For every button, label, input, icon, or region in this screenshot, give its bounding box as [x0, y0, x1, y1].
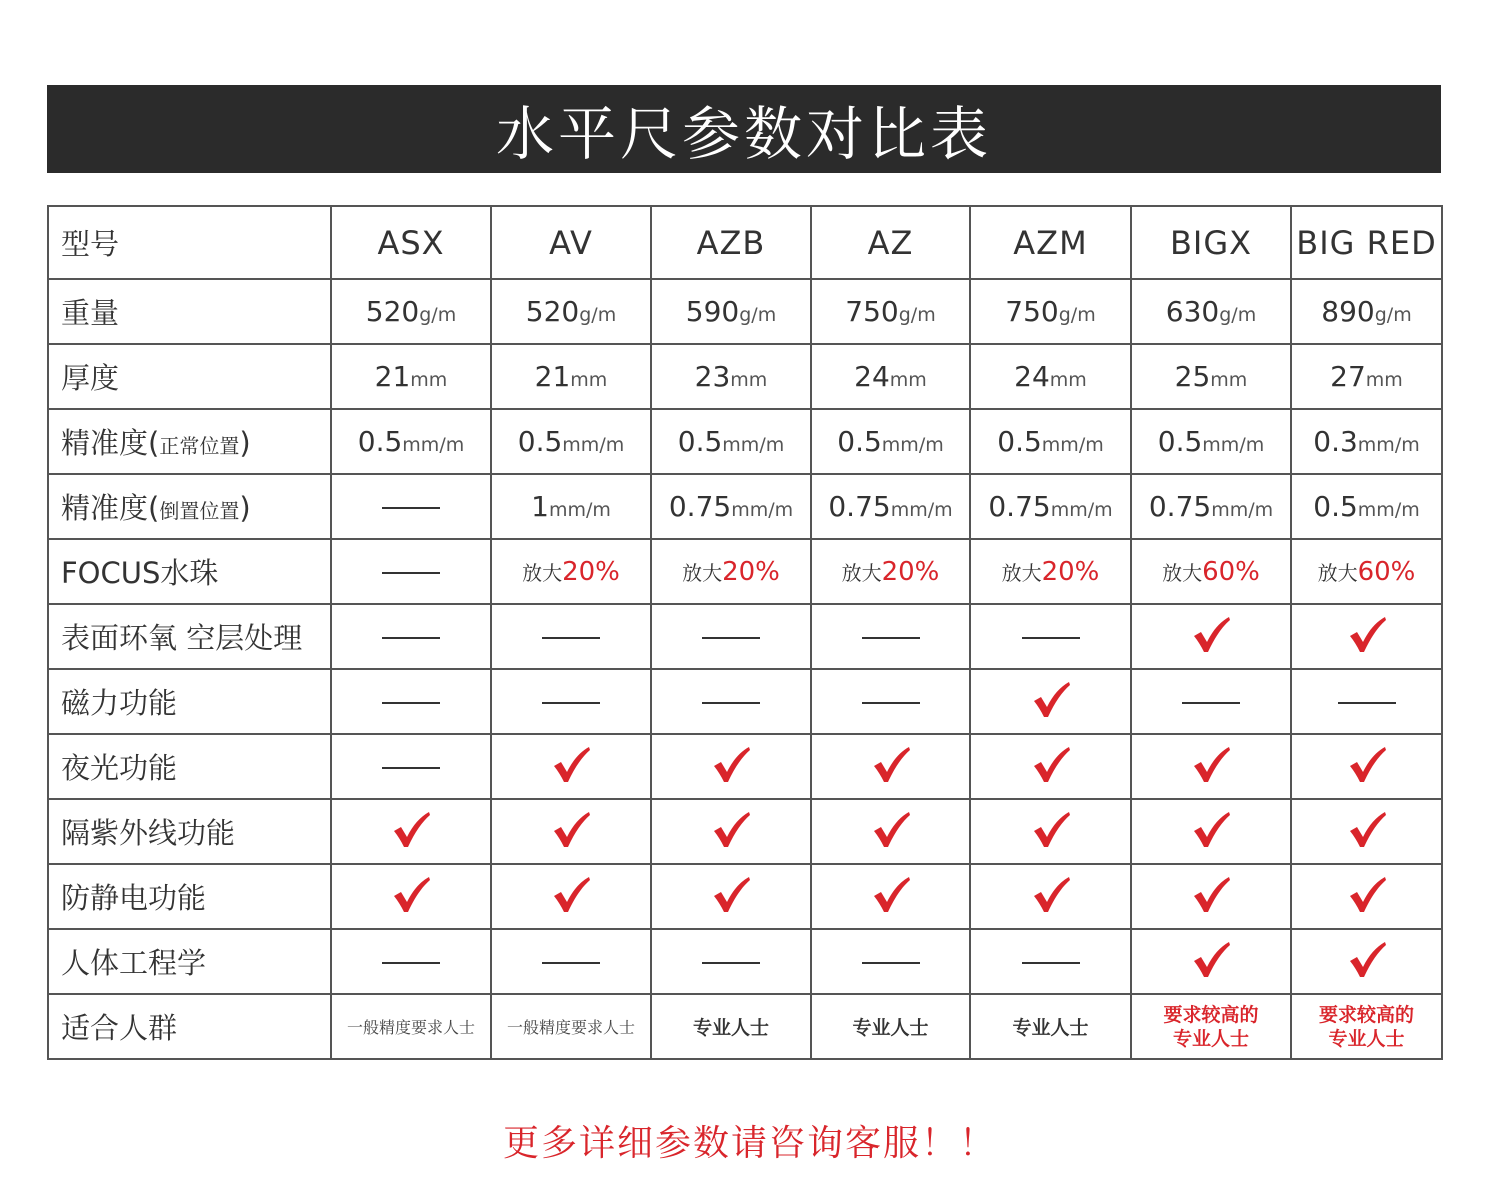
unit: mm/m — [890, 499, 953, 521]
red-checkmark-icon — [871, 876, 911, 918]
dash-line — [1182, 702, 1240, 704]
unit: g/m — [1374, 304, 1412, 326]
value: 21 — [374, 360, 411, 393]
table-cell — [651, 799, 811, 864]
unit: mm — [1049, 369, 1087, 391]
row-label-text: 重量 — [61, 296, 120, 330]
unit: mm/m — [1041, 434, 1104, 456]
row-label — [48, 206, 331, 279]
unit: g/m — [1058, 304, 1096, 326]
magnify-value: 20% — [722, 556, 780, 587]
table-cell — [331, 864, 491, 929]
unit: g/m — [739, 304, 777, 326]
table-cell — [811, 539, 970, 604]
dash-line — [1338, 702, 1396, 704]
row-label-text: FOCUS水珠 — [61, 556, 219, 590]
table-cell — [1131, 929, 1291, 994]
table-cell — [811, 669, 970, 734]
table-cell — [1291, 474, 1442, 539]
dash-line — [862, 637, 920, 639]
table-cell — [651, 539, 811, 604]
value: 0.75 — [668, 490, 732, 523]
row-label-text: 表面环氧 空层处理 — [61, 621, 303, 655]
table-cell — [491, 864, 651, 929]
unit: mm — [730, 369, 768, 391]
dash-line — [382, 767, 440, 769]
value: 750 — [1005, 295, 1059, 328]
red-checkmark-icon — [1347, 811, 1387, 853]
value: 0.5 — [1157, 425, 1203, 458]
table-cell — [651, 734, 811, 799]
table-cell — [331, 734, 491, 799]
model-name: BIG RED — [1291, 206, 1442, 279]
audience-line: 专业人士 — [1172, 1027, 1249, 1050]
table-cell — [1131, 994, 1291, 1059]
audience-text — [1132, 1003, 1290, 1051]
row-label — [48, 344, 331, 409]
table-cell — [651, 344, 811, 409]
table-cell — [1131, 734, 1291, 799]
value: 0.75 — [1148, 490, 1212, 523]
unit: mm/m — [402, 434, 465, 456]
row-label — [48, 474, 331, 539]
table-row — [48, 409, 1442, 474]
table-cell — [1131, 409, 1291, 474]
row-label — [48, 994, 331, 1059]
audience-text — [1292, 1003, 1441, 1051]
table-cell — [651, 474, 811, 539]
value: 0.5 — [677, 425, 723, 458]
row-label-text: 人体工程学 — [61, 946, 207, 980]
row-label-text: 精准度( — [61, 426, 160, 460]
table-cell — [491, 994, 651, 1059]
row-label-text: 夜光功能 — [61, 751, 178, 785]
unit: mm/m — [881, 434, 944, 456]
table-cell — [970, 344, 1131, 409]
table-cell — [1291, 929, 1442, 994]
unit: mm/m — [1202, 434, 1265, 456]
unit: mm — [889, 369, 927, 391]
table-cell — [1291, 539, 1442, 604]
value: 0.5 — [837, 425, 882, 458]
value: 630 — [1165, 295, 1220, 328]
table-cell — [331, 669, 491, 734]
table-cell — [651, 279, 811, 344]
row-label-sub: 正常位置 — [159, 434, 240, 458]
red-checkmark-icon — [1347, 616, 1387, 658]
red-checkmark-icon — [1031, 876, 1071, 918]
unit: mm/m — [548, 499, 611, 521]
dash-line — [702, 962, 760, 964]
table-cell — [970, 604, 1131, 669]
table-cell — [491, 474, 651, 539]
table-cell — [1131, 474, 1291, 539]
value: 0.75 — [988, 490, 1051, 523]
table-row — [48, 604, 1442, 669]
table-cell — [811, 279, 970, 344]
unit: mm/m — [1357, 434, 1420, 456]
magnify-value: 60% — [1357, 556, 1416, 587]
table-cell — [811, 734, 970, 799]
row-label-close: ) — [239, 426, 251, 460]
table-cell — [970, 409, 1131, 474]
unit: mm/m — [1357, 499, 1420, 521]
magnify-prefix: 放大 — [841, 560, 882, 585]
value: 520 — [525, 295, 580, 328]
magnify-value: 20% — [1041, 556, 1100, 587]
red-checkmark-icon — [1031, 746, 1071, 788]
unit: mm — [570, 369, 608, 391]
red-checkmark-icon — [1347, 876, 1387, 918]
table-cell — [331, 279, 491, 344]
table-cell — [651, 409, 811, 474]
red-checkmark-icon — [1347, 941, 1387, 983]
red-checkmark-icon — [1191, 811, 1231, 853]
table-cell — [331, 929, 491, 994]
value: 0.75 — [828, 490, 891, 523]
table-row — [48, 344, 1442, 409]
table-cell — [651, 604, 811, 669]
value: 21 — [534, 360, 571, 393]
red-checkmark-icon — [551, 746, 591, 788]
value: 890 — [1321, 295, 1375, 328]
table-row — [48, 929, 1442, 994]
red-checkmark-icon — [391, 811, 431, 853]
table-row — [48, 994, 1442, 1059]
table-cell — [331, 604, 491, 669]
red-checkmark-icon — [391, 876, 431, 918]
row-label-text: 防静电功能 — [61, 881, 207, 915]
table-cell — [1291, 409, 1442, 474]
unit: g/m — [419, 304, 457, 326]
row-label-text: 磁力功能 — [61, 686, 178, 720]
unit: mm/m — [562, 434, 625, 456]
model-name: ASX — [331, 206, 491, 279]
row-label-text: 厚度 — [61, 361, 120, 395]
table-cell — [811, 929, 970, 994]
red-checkmark-icon — [551, 811, 591, 853]
table-cell — [811, 344, 970, 409]
dash-line — [382, 637, 440, 639]
red-checkmark-icon — [1031, 681, 1071, 723]
magnify-value: 60% — [1202, 556, 1260, 587]
row-label-text: 隔紫外线功能 — [61, 816, 236, 850]
table-cell — [811, 604, 970, 669]
audience-line: 要求较高的 — [1163, 1003, 1259, 1026]
row-label-close: ) — [239, 491, 251, 525]
magnify-prefix: 放大 — [682, 560, 723, 585]
value: 750 — [845, 295, 899, 328]
table-cell — [1131, 864, 1291, 929]
table-cell — [1291, 279, 1442, 344]
table-cell — [970, 279, 1131, 344]
comparison-table — [47, 205, 1443, 1060]
unit: g/m — [1219, 304, 1257, 326]
audience-line: 要求较高的 — [1318, 1003, 1414, 1026]
dash-line — [382, 572, 440, 574]
audience-line: 专业人士 — [1328, 1027, 1405, 1050]
table-cell — [1131, 604, 1291, 669]
row-label — [48, 604, 331, 669]
table-cell — [491, 344, 651, 409]
red-checkmark-icon — [1191, 746, 1231, 788]
page-title: 水平尺参数对比表 — [495, 100, 992, 168]
table-cell — [970, 929, 1131, 994]
table-cell — [811, 864, 970, 929]
dash-line — [702, 702, 760, 704]
unit: mm/m — [722, 434, 785, 456]
value: 23 — [694, 360, 731, 393]
table-cell — [331, 409, 491, 474]
dash-line — [1022, 962, 1080, 964]
table-cell — [491, 409, 651, 474]
footer-note: 更多详细参数请咨询客服！！ — [502, 1123, 997, 1164]
table-cell — [331, 474, 491, 539]
row-label — [48, 799, 331, 864]
table-cell — [1131, 539, 1291, 604]
dash-line — [702, 637, 760, 639]
row-label-text: 型号 — [61, 227, 120, 261]
table-cell — [970, 799, 1131, 864]
audience-text: 一般精度要求人士 — [506, 1018, 635, 1037]
table-cell — [811, 409, 970, 474]
magnify-prefix: 放大 — [1001, 560, 1042, 585]
magnify-prefix: 放大 — [1317, 560, 1358, 585]
table-cell — [970, 539, 1131, 604]
unit: mm — [1365, 369, 1403, 391]
value: 0.5 — [357, 425, 403, 458]
table-cell — [1291, 344, 1442, 409]
unit: mm — [410, 369, 448, 391]
table-cell — [331, 344, 491, 409]
table-cell — [1291, 734, 1442, 799]
table-cell — [970, 994, 1131, 1059]
red-checkmark-icon — [871, 811, 911, 853]
table-row — [48, 734, 1442, 799]
row-label — [48, 734, 331, 799]
table-row — [48, 669, 1442, 734]
table-cell — [651, 929, 811, 994]
model-name: BIGX — [1131, 206, 1291, 279]
audience-text: 专业人士 — [852, 1017, 929, 1039]
row-label — [48, 864, 331, 929]
table-cell — [970, 734, 1131, 799]
model-name: AV — [491, 206, 651, 279]
row-label-text: 适合人群 — [61, 1011, 178, 1045]
audience-text: 专业人士 — [1012, 1017, 1089, 1039]
model-name: AZB — [651, 206, 811, 279]
red-checkmark-icon — [1191, 876, 1231, 918]
dash-line — [542, 637, 600, 639]
table-cell — [1291, 604, 1442, 669]
red-checkmark-icon — [1191, 941, 1231, 983]
table-cell — [491, 734, 651, 799]
table-cell — [491, 539, 651, 604]
table-cell — [970, 669, 1131, 734]
value: 25 — [1174, 360, 1211, 393]
table-row — [48, 799, 1442, 864]
table-cell — [1291, 799, 1442, 864]
unit: g/m — [579, 304, 617, 326]
title-banner — [47, 85, 1441, 173]
table-cell — [970, 864, 1131, 929]
table-cell — [1291, 994, 1442, 1059]
dash-line — [1022, 637, 1080, 639]
table-cell — [1131, 344, 1291, 409]
table-cell — [1131, 799, 1291, 864]
dash-line — [382, 962, 440, 964]
value: 1 — [531, 490, 549, 523]
table-row — [48, 539, 1442, 604]
table-cell — [491, 604, 651, 669]
table-cell — [970, 474, 1131, 539]
table-cell — [1131, 279, 1291, 344]
row-label — [48, 409, 331, 474]
value: 0.5 — [997, 425, 1042, 458]
row-label-sub: 倒置位置 — [159, 499, 240, 523]
table-cell — [811, 474, 970, 539]
red-checkmark-icon — [871, 746, 911, 788]
table-cell — [811, 799, 970, 864]
red-checkmark-icon — [711, 876, 751, 918]
audience-text: 一般精度要求人士 — [346, 1018, 475, 1037]
table-cell — [491, 279, 651, 344]
value: 520 — [365, 295, 420, 328]
model-name: AZ — [811, 206, 970, 279]
magnify-prefix: 放大 — [522, 560, 563, 585]
table-cell — [651, 669, 811, 734]
unit: mm/m — [1050, 499, 1113, 521]
row-label — [48, 279, 331, 344]
value: 590 — [685, 295, 740, 328]
table-cell — [651, 994, 811, 1059]
table-cell — [811, 994, 970, 1059]
value: 0.3 — [1313, 425, 1358, 458]
magnify-prefix: 放大 — [1162, 560, 1203, 585]
red-checkmark-icon — [711, 746, 751, 788]
dash-line — [382, 702, 440, 704]
unit: mm — [1210, 369, 1248, 391]
table-cell — [1131, 669, 1291, 734]
table-cell — [491, 929, 651, 994]
red-checkmark-icon — [1347, 746, 1387, 788]
table-cell — [1291, 864, 1442, 929]
table-row — [48, 279, 1442, 344]
value: 24 — [854, 360, 890, 393]
row-label — [48, 539, 331, 604]
dash-line — [862, 702, 920, 704]
unit: g/m — [898, 304, 936, 326]
dash-line — [542, 702, 600, 704]
red-checkmark-icon — [551, 876, 591, 918]
table-cell — [491, 669, 651, 734]
red-checkmark-icon — [711, 811, 751, 853]
value: 0.5 — [1313, 490, 1358, 523]
table-cell — [331, 994, 491, 1059]
row-label-text: 精准度( — [61, 491, 160, 525]
value: 0.5 — [517, 425, 563, 458]
table-cell — [331, 799, 491, 864]
value: 27 — [1330, 360, 1366, 393]
table-row — [48, 474, 1442, 539]
unit: mm/m — [731, 499, 794, 521]
row-label — [48, 669, 331, 734]
table-cell — [491, 799, 651, 864]
red-checkmark-icon — [1191, 616, 1231, 658]
dash-line — [382, 507, 440, 509]
table-row — [48, 864, 1442, 929]
row-label — [48, 929, 331, 994]
magnify-value: 20% — [881, 556, 940, 587]
unit: mm/m — [1211, 499, 1274, 521]
table-row — [48, 206, 1442, 279]
red-checkmark-icon — [1031, 811, 1071, 853]
value: 24 — [1014, 360, 1050, 393]
dash-line — [862, 962, 920, 964]
table-cell — [331, 539, 491, 604]
table-cell — [1291, 669, 1442, 734]
model-name: AZM — [970, 206, 1131, 279]
dash-line — [542, 962, 600, 964]
table-cell — [651, 864, 811, 929]
magnify-value: 20% — [562, 556, 620, 587]
audience-text: 专业人士 — [692, 1017, 769, 1039]
